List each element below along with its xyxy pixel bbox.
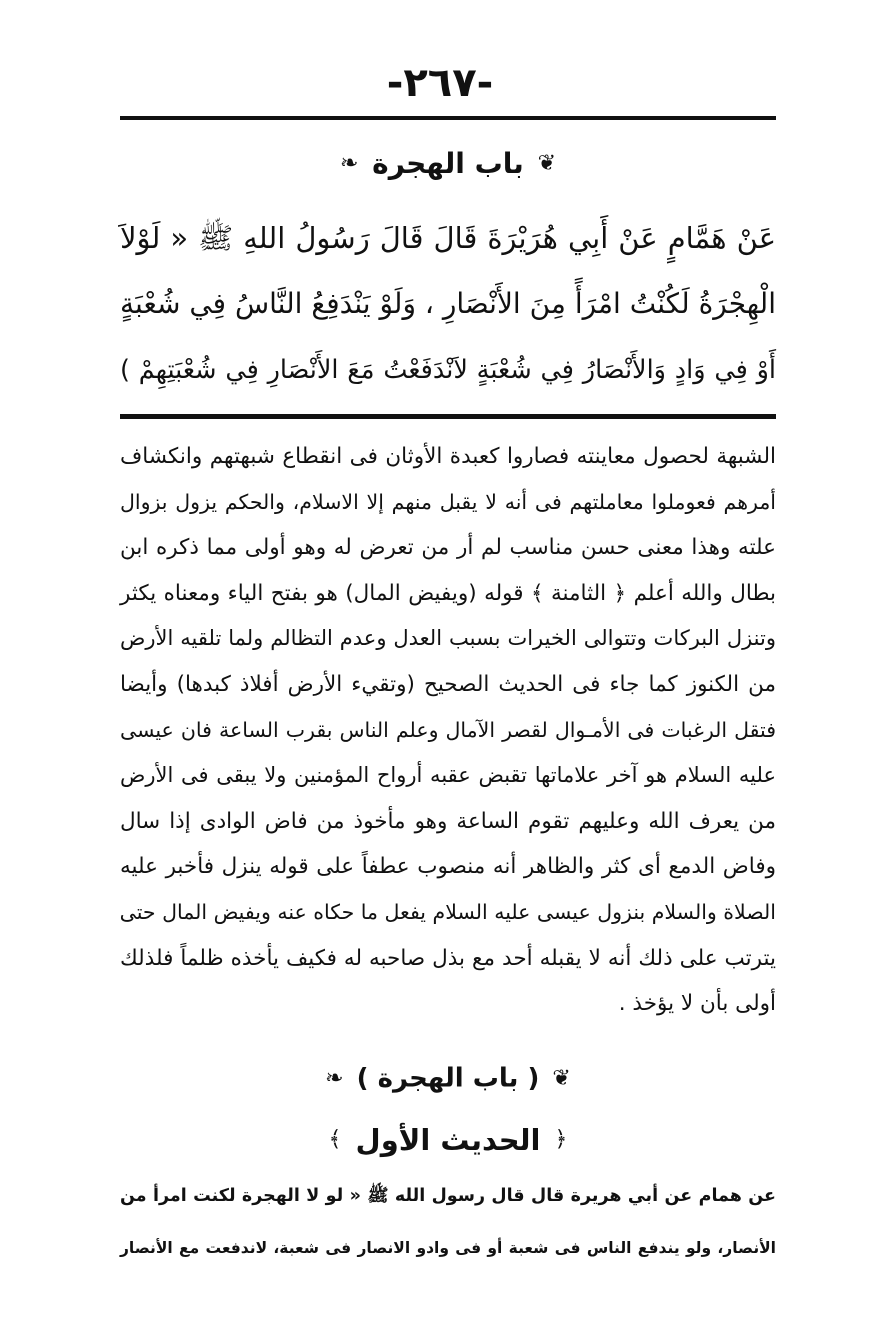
commentary-line: من يعرف الله وعليهم تقوم الساعة وهو مأخوذ من فاض الوادى إذا سال [120,808,776,834]
hadith-bottom-line: الأنصار، ولو يندفع الناس فى شعبة أو فى وادو الانصار فى شعبة، لاندفعت مع الأنصار [120,1239,776,1257]
page-number: -٢٦٧- [386,60,494,106]
commentary-line: وتنزل البركات وتتوالى الخيرات بسبب العدل وعدم التظالم ولما تلقيه الأرض [120,626,776,651]
hadith-bottom-text [120,1170,776,1274]
sub-heading-chapter-text: ( باب الهجرة ) [356,1063,540,1094]
bracket-left-icon: ﴾ [328,1127,342,1152]
hadith-line: الْهِجْرَةُ لَكُنْتُ امْرَأً مِنَ الأَنْصَارِ ، وَلَوْ يَنْدَفِعُ النَّاسُ فِي شُعْبَةٍ [120,287,776,320]
sub-heading-first-hadith-text: الحديث الأول [355,1123,541,1157]
ornament-left-icon: ❧ [339,151,359,176]
ornament-right-icon: ❦ [552,1065,571,1091]
commentary-line: فتقل الرغبات فى الأمـوال لقصر الآمال وعلم الناس بقرب الساعة فان عيسى [120,717,776,742]
hadith-line: عَنْ هَمَّامٍ عَنْ أَبِي هُرَيْرَةَ قَالَ قَالَ رَسُولُ اللهِ ﷺ « لَوْلاَ [120,221,776,255]
hadith-bottom-line: عن همام عن أبي هريرة قال قال رسول الله ﷺ « لو لا الهجرة لكنت امرأ من [120,1186,776,1206]
sub-heading-chapter [120,1056,776,1101]
section-heading [120,140,776,187]
commentary-line: من الكنوز كما جاء فى الحديث الصحيح (وتقيء الأرض أفلاذ كبدها) وأيضا [120,671,776,697]
hadith-text [120,205,776,403]
commentary-text [120,434,776,1027]
section-heading-text: باب الهجرة [372,147,524,180]
commentary-line: وفاض الدمع أى كثر والظاهر أنه منصوب عطفاً على قوله ينزل فأخبر عليه [120,854,776,880]
commentary-line: عليه السلام هو آخر علاماتها تقبض عقبه أرواح المؤمنين ولا يبقى فى الأرض [120,763,776,788]
bracket-right-icon: ﴿ [554,1127,568,1152]
hadith-line: أَوْ فِي وَادٍ وَالأَنْصَارُ فِي شُعْبَةٍ لاَنْدَفَعْتُ مَعَ الأَنْصَارِ فِي شُعْبَتِهِمْ ) [120,355,776,385]
ornament-right-icon: ❦ [537,151,556,176]
commentary-line: بطال والله أعلم ﴿ الثامنة ﴾ قوله (ويفيض المال) هو بفتح الياء ومعناه يكثر [120,580,776,606]
commentary-line: أمرهم فعوملوا معاملتهم فى أنه لا يقبل منهم إلا الاسلام، والحكم يزول بزوال [120,489,776,514]
middle-rule [120,414,776,419]
ornament-left-icon: ❧ [325,1065,344,1091]
top-rule [120,116,776,120]
commentary-line: الشبهة لحصول معاينته فصاروا كعبدة الأوثان فى انقطاع شبهتهم وانكشاف [120,444,776,469]
commentary-line: يترتب على ذلك أنه لا يقبله أحد مع بذل صاحبه له فكيف يأخذه ظلماً فلذلك [120,945,776,971]
commentary-line: علته وهذا معنى حسن مناسب لم أر من تعرض له وهو أولى مما ذكره ابن [120,535,776,561]
commentary-line: الصلاة والسلام بنزول عيسى عليه السلام يفعل ما حكاه عنه ويفيض المال حتى [119,899,776,924]
sub-heading-first-hadith [120,1115,776,1163]
commentary-line: أولى بأن لا يؤخذ . [618,991,776,1017]
